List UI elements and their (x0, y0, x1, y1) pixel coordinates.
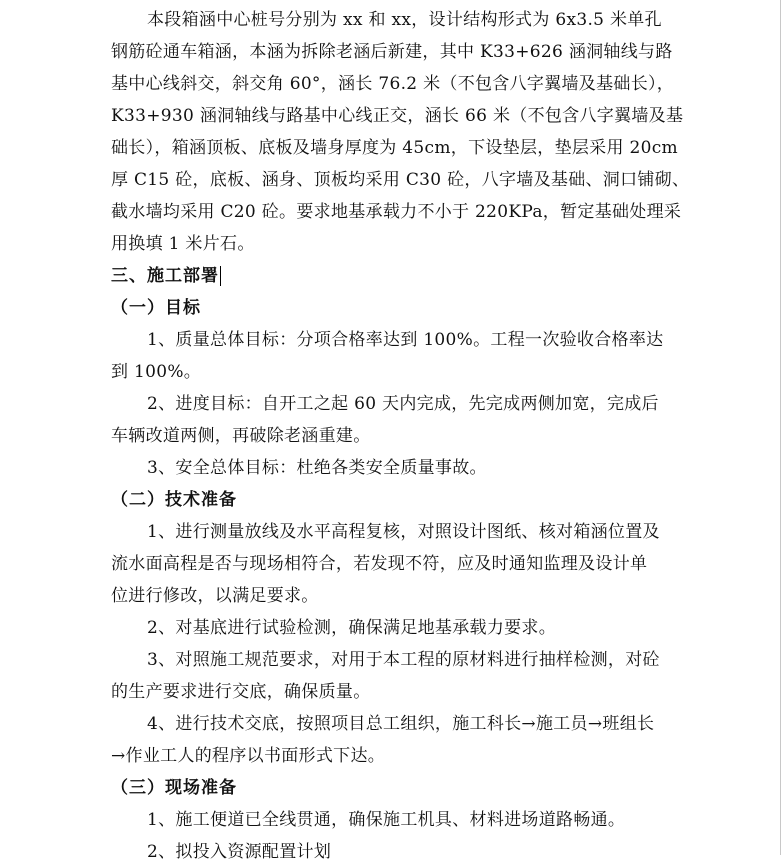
intro-line: 基中心线斜交，斜交角 60°，涵长 76.2 米（不包含八字翼墙及基础长）， (111, 74, 675, 94)
intro-line: K33+930 涵洞轴线与路基中心线正交，涵长 66 米（不包含八字翼墙及基 (111, 106, 684, 126)
tech-line: 4、进行技术交底，按照项目总工组织，施工科长→施工员→班组长 (147, 714, 655, 734)
goals-line: 1、质量总体目标：分项合格率达到 100%。工程一次验收合格率达 (147, 330, 664, 350)
tech-line: 流水面高程是否与现场相符合，若发现不符，应及时通知监理及设计单 (111, 554, 648, 574)
site-line-partial: 2、拟投入资源配置计划 (147, 842, 332, 862)
tech-line: 位进行修改，以满足要求。 (111, 586, 319, 606)
tech-line: 1、进行测量放线及水平高程复核，对照设计图纸、核对箱涵位置及 (147, 522, 660, 542)
subsection-heading-site: （三）现场准备 (111, 778, 237, 798)
tech-line: →作业工人的程序以书面形式下达。 (111, 746, 386, 766)
site-line: 1、施工便道已全线贯通，确保施工机具、材料进场道路畅通。 (147, 810, 626, 830)
intro-line: 础长），箱涵顶板、底板及墙身厚度为 45cm，下设垫层，垫层采用 20cm (111, 138, 678, 158)
intro-line: 本段箱涵中心桩号分别为 xx 和 xx，设计结构形式为 6x3.5 米单孔 (147, 10, 662, 30)
section-heading-text: 三、施工部署 (111, 266, 219, 286)
subsection-heading-tech: （二）技术准备 (111, 490, 237, 510)
goals-line: 车辆改道两侧，再破除老涵重建。 (111, 426, 371, 446)
tech-line: 3、对照施工规范要求，对用于本工程的原材料进行抽样检测，对砼 (147, 650, 660, 670)
subsection-heading-goals: （一）目标 (111, 298, 201, 318)
section-heading (111, 260, 701, 292)
text-cursor (220, 266, 221, 286)
document-body[interactable] (111, 4, 701, 862)
intro-line: 钢筋砼通车箱涵，本涵为拆除老涵后新建，其中 K33+626 涵洞轴线与路 (111, 42, 673, 62)
intro-line: 厚 C15 砼，底板、涵身、顶板均采用 C30 砼，八字墙及基础、洞口铺砌、 (111, 170, 690, 190)
goals-line: 2、进度目标：自开工之起 60 天内完成，先完成两侧加宽，完成后 (147, 394, 659, 414)
intro-line: 截水墙均采用 C20 砼。要求地基承载力不小于 220KPa，暂定基础处理采 (111, 202, 682, 222)
intro-line: 用换填 1 米片石。 (111, 234, 255, 254)
tech-line: 的生产要求进行交底，确保质量。 (111, 682, 371, 702)
tech-line: 2、对基底进行试验检测，确保满足地基承载力要求。 (147, 618, 557, 638)
goals-line: 3、安全总体目标：杜绝各类安全质量事故。 (147, 458, 487, 478)
goals-line: 到 100%。 (111, 362, 202, 382)
